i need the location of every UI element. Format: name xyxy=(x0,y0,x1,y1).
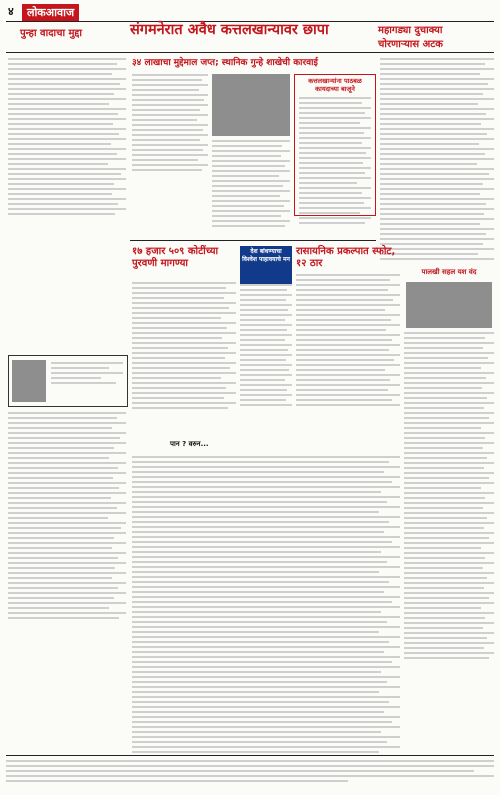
right-section-headline xyxy=(378,22,494,50)
bottom-article-body xyxy=(132,456,400,752)
left-article-body-2 xyxy=(8,412,126,752)
blast-headline: रासायनिक प्रकल्पात स्फोट, १२ ठार xyxy=(296,246,396,269)
page-number: ४ xyxy=(8,5,14,18)
brand-logo: लोकआवाज xyxy=(22,4,79,21)
budget-article-body xyxy=(132,282,236,432)
left-article-body xyxy=(8,58,126,348)
budget-headline: १७ हजार ५०९ कोटींच्या पुरवणी मागण्या xyxy=(132,246,219,269)
lead-photo xyxy=(212,74,290,136)
rally-photo xyxy=(406,282,492,328)
right-article-body xyxy=(380,58,494,263)
lead-headline: ३४ लाखाचा मुद्देमाल जप्त; स्थानिक गुन्हे शाखेची कारवाई xyxy=(132,58,318,68)
center-article-body xyxy=(132,74,208,234)
divider xyxy=(6,52,494,53)
right-headline-line-1: महागड्या दुचाक्या xyxy=(378,25,443,36)
rally-section xyxy=(404,268,494,277)
sidebar-box-title: कत्तलखान्यांना पाठबळ कायदाच्या बाजूने xyxy=(308,77,362,93)
right-headline-line-2: चोरणाऱ्यास अटक xyxy=(378,39,443,50)
bottom-continued-heading: पान ? वरुन... xyxy=(170,440,209,448)
main-banner-headline: संगमनेरात अवैध कत्तलखान्यावर छापा xyxy=(130,22,329,38)
left-section-title: पुन्हा वादाचा मुद्दा xyxy=(20,28,82,39)
rally-headline: पालखी सहल यश वंद xyxy=(421,268,477,276)
nation-article-body xyxy=(240,284,292,432)
rally-article-body xyxy=(404,332,494,752)
center-article-body-2 xyxy=(212,140,290,235)
blast-article-body xyxy=(296,274,400,432)
divider xyxy=(130,240,376,241)
imprint-footer xyxy=(6,755,494,790)
nation-headline-band: देश बांधण्याचा विश्वेश पाहावयाचे मन xyxy=(240,246,292,284)
editorial-box xyxy=(8,355,128,407)
sidebar-box xyxy=(294,74,376,216)
author-portrait xyxy=(12,360,46,402)
masthead xyxy=(6,4,494,22)
